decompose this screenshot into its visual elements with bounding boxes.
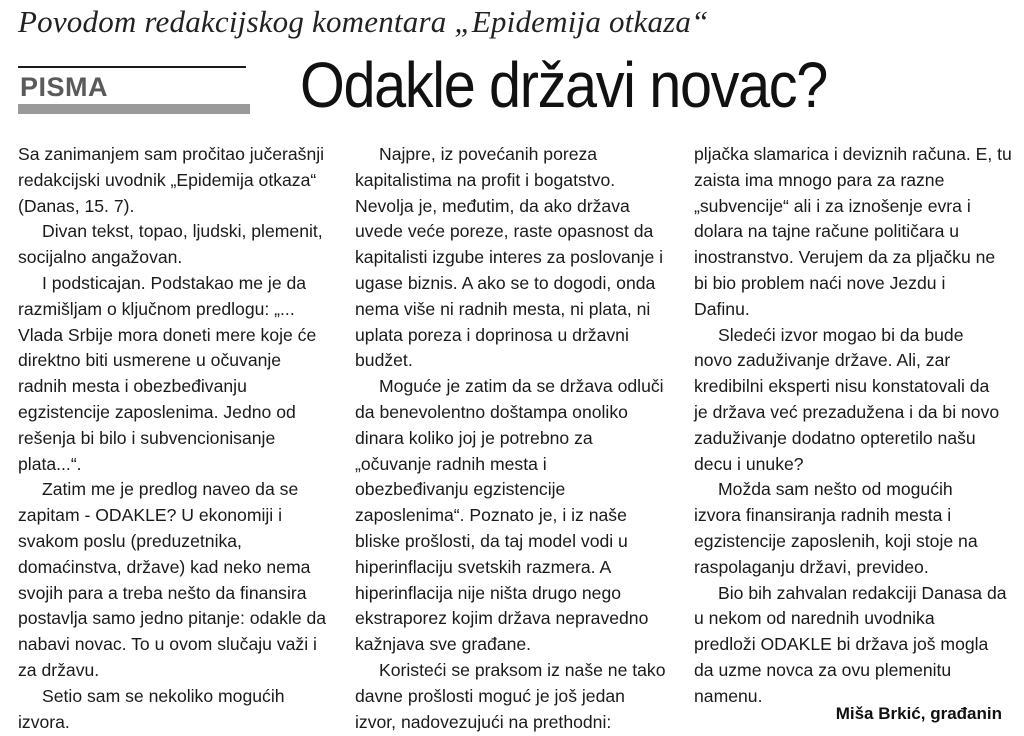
text-line: Moguće je zatim da se država odluči <box>379 376 664 397</box>
text-line: bliske prošlosti, da taj model vodi u <box>355 530 628 551</box>
text-line: davne prošlosti moguć je još jedan <box>355 685 625 706</box>
text-line: bi bio problem naći nove Jezdu i <box>694 272 946 293</box>
text-line: postavlja samo jedno pitanje: odakle da <box>18 608 327 629</box>
text-line: razmišljam o ključnom predlogu: „... <box>18 298 295 319</box>
text-line: „očuvanje radnih mesta i <box>355 453 547 474</box>
text-line: namenu. <box>694 685 763 706</box>
text-line: „subvencije“ ali i za iznošenje evra i <box>694 195 971 216</box>
text-line: rešenja bi bilo i subvencionisanje <box>18 427 276 448</box>
text-line: domaćinstva, države) kad neko nema <box>18 556 311 577</box>
text-line: zaduživanje dodatno opteretilo našu <box>694 427 976 448</box>
text-column-2 <box>355 142 673 735</box>
text-line: kapitalistima na profit i bogatstvo. <box>355 169 616 190</box>
text-line: inostranstvo. Verujem da za pljačku ne <box>694 247 996 268</box>
text-line: Sledeći izvor mogao bi da bude <box>718 324 964 345</box>
text-line: novo zaduživanje države. Ali, zar <box>694 350 951 371</box>
text-line: Divan tekst, topao, ljudski, plemenit, <box>42 221 323 242</box>
text-line: egzistencije zaposlenih, koji stoje na <box>694 530 978 551</box>
text-line: kredibilni eksperti nisu konstatovali da <box>694 376 990 397</box>
text-line: hiperinflacija nije ništa drugo nego <box>355 582 622 603</box>
kicker-subtitle: Povodom redakcijskog komentara „Epidemija otkaza“ <box>18 4 709 39</box>
text-line: da uzme novca za ovu plemenitu <box>694 659 952 680</box>
text-line: u nekom od narednih uvodnika <box>694 608 935 629</box>
text-line: Možda sam nešto od mogućih <box>718 479 953 500</box>
text-line: zaista ima mnogo para za razne <box>694 169 945 190</box>
text-line: za državu. <box>18 659 100 680</box>
text-line: da benevolentno doštampa onoliko <box>355 401 628 422</box>
text-line: izvora finansiranja radnih mesta i <box>694 505 952 526</box>
text-line: pljačka slamarica i deviznih računa. E, tu <box>694 144 1012 164</box>
text-line: Najpre, iz povećanih poreza <box>379 144 598 164</box>
text-line: raspolaganju državi, prevideo. <box>694 556 929 577</box>
text-line: nema više ni radnih mesta, ni plata, ni <box>355 298 651 319</box>
section-rule-bottom <box>18 104 250 114</box>
text-line: svojih para a treba nešto da finansira <box>18 582 307 603</box>
text-line: Vlada Srbije mora doneti mere koje će <box>18 324 317 345</box>
text-line: Nevolja je, međutim, da ako država <box>355 195 630 216</box>
text-line: je država već prezadužena i da bi novo <box>694 401 1000 422</box>
section-rule-top <box>18 66 246 68</box>
text-line: budžet. <box>355 350 413 371</box>
text-line: redakcijski uvodnik „Epidemija otkaza“ <box>18 169 317 190</box>
text-line: uvede veće poreze, raste opasnost da <box>355 221 654 242</box>
text-line: kažnjava sve građane. <box>355 634 532 655</box>
author-signature: Miša Brkić, građanin <box>835 704 1002 723</box>
text-line: radnih mesta i obezbeđivanju <box>18 376 247 397</box>
headline: Odakle državi novac? <box>300 49 827 121</box>
text-line: egzistencije zaposlenima. Jedno od <box>18 401 296 422</box>
text-line: ugase biznis. A ako se to dogodi, onda <box>355 272 656 293</box>
text-line: predloži ODAKLE bi država još mogla <box>694 634 989 655</box>
text-line: Setio sam se nekoliko mogućih <box>42 685 285 706</box>
text-line: (Danas, 15. 7). <box>18 195 135 216</box>
text-line: Koristeći se praksom iz naše ne tako <box>379 659 666 680</box>
text-line: uplata poreza i doprinosa u državni <box>355 324 629 345</box>
text-line: dolara na tajne račune političara u <box>694 221 960 242</box>
text-line: Sa zanimanjem sam pročitao jučerašnji <box>18 144 325 164</box>
text-line: zaposlenima“. Poznato je, i iz naše <box>355 505 627 526</box>
text-line: obezbeđivanju egzistencije <box>355 479 566 500</box>
text-line: I podsticajan. Podstakao me je da <box>42 272 307 293</box>
text-column-1 <box>18 142 336 735</box>
section-label: PISMA <box>20 72 109 102</box>
text-column-3 <box>694 142 1012 710</box>
text-line: decu i unuke? <box>694 453 804 474</box>
text-line: Dafinu. <box>694 298 750 319</box>
text-line: izvor, nadovezujući na prethodni: <box>355 711 612 732</box>
text-line: plata...“. <box>18 453 82 474</box>
text-line: Bio bih zahvalan redakciji Danasa da <box>718 582 1007 603</box>
text-line: socijalno angažovan. <box>18 247 183 268</box>
text-line: svakom poslu (preduzetnika, <box>18 530 242 551</box>
text-line: izvora. <box>18 711 70 732</box>
text-line: dinara koliko joj je potrebno za <box>355 427 593 448</box>
text-line: kapitalisti izgube interes za poslovanje i <box>355 247 664 268</box>
text-line: zapitam - ODAKLE? U ekonomiji i <box>18 505 283 526</box>
text-line: ekstraporez kojim država nepravedno <box>355 608 649 629</box>
text-line: hiperinflaciju svetskih razmera. A <box>355 556 612 577</box>
text-line: nabavi novac. To u ovom slučaju važi i <box>18 634 317 655</box>
text-line: direktno biti usmerene u očuvanje <box>18 350 282 371</box>
text-line: Zatim me je predlog naveo da se <box>42 479 299 500</box>
